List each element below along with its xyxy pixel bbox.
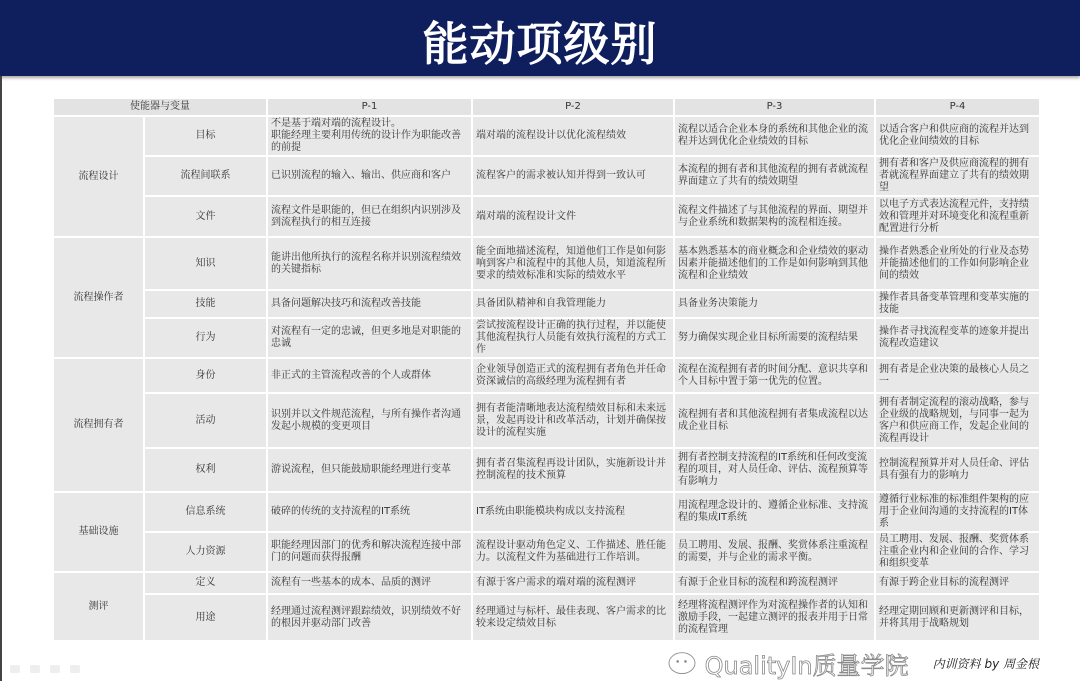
variable-cell: 活动 xyxy=(144,393,267,448)
variable-cell: 身份 xyxy=(144,358,267,393)
level-p1-cell: 能讲出他所执行的流程名称并识别流程绩效的关键指标 xyxy=(267,237,472,290)
level-p2-cell: 流程客户的需求被认知并得到一致认可 xyxy=(472,156,674,196)
group-cell: 流程拥有者 xyxy=(53,358,144,492)
level-p4-cell: 操作者寻找流程变革的迹象并提出流程改造建议 xyxy=(875,318,1040,358)
table-row xyxy=(53,318,1040,358)
level-p3-cell: 本流程的拥有者和其他流程的拥有者就流程界面建立了共有的绩效期望 xyxy=(674,156,875,196)
variable-cell: 流程间联系 xyxy=(144,156,267,196)
level-p1-cell: 流程有一些基本的成本、品质的测评 xyxy=(267,572,472,594)
slide-content xyxy=(52,97,1039,681)
level-p1-cell: 非正式的主管流程改善的个人或群体 xyxy=(267,358,472,393)
level-p2-cell: IT系统由职能模块构成以支持流程 xyxy=(472,492,674,532)
level-p1-cell: 游说流程，但只能鼓励职能经理进行变革 xyxy=(267,448,472,492)
level-p2-cell: 流程设计驱动角色定义、工作描述、胜任能力。以流程文件为基础进行工作培训。 xyxy=(472,532,674,572)
level-p4-cell: 以适合客户和供应商的流程并达到优化企业间绩效的目标 xyxy=(875,116,1040,156)
variable-cell: 定义 xyxy=(144,572,267,594)
header-p2: P-2 xyxy=(472,98,674,116)
level-p4-cell: 操作者具备变革管理和变革实施的技能 xyxy=(875,290,1040,318)
header-p3: P-3 xyxy=(674,98,875,116)
level-p1-cell: 对流程有一定的忠诚，但更多地是对职能的忠诚 xyxy=(267,318,472,358)
prev-slide-icon[interactable] xyxy=(10,665,20,673)
variable-cell: 文件 xyxy=(144,196,267,237)
variable-cell: 人力资源 xyxy=(144,532,267,572)
enabler-level-table xyxy=(52,97,1041,642)
level-p3-cell: 努力确保实现企业目标所需要的流程结果 xyxy=(674,318,875,358)
level-p2-cell: 端对端的流程设计以优化流程绩效 xyxy=(472,116,674,156)
table-header-row xyxy=(53,98,1040,116)
table-row xyxy=(53,290,1040,318)
level-p1-cell: 具备问题解决技巧和流程改善技能 xyxy=(267,290,472,318)
level-p2-cell: 端对端的流程设计文件 xyxy=(472,196,674,237)
pen-icon[interactable] xyxy=(30,665,40,673)
level-p1-cell: 已识别流程的输入、输出、供应商和客户 xyxy=(267,156,472,196)
table-row xyxy=(53,156,1040,196)
slideshow-controls[interactable] xyxy=(10,665,80,673)
header-enabler: 使能器与变量 xyxy=(53,98,267,116)
level-p4-cell: 经理定期回顾和更新测评和目标，并将其用于战略规划 xyxy=(875,594,1040,641)
level-p3-cell: 流程在流程拥有者的时间分配、意识共享和个人目标中置于第一优先的位置。 xyxy=(674,358,875,393)
level-p3-cell: 流程拥有者和其他流程拥有者集成流程以达成企业目标 xyxy=(674,393,875,448)
zoom-icon[interactable] xyxy=(70,665,80,673)
level-p3-cell: 经理将流程测评作为对流程操作者的认知和激励手段，一起建立测评的报表并用于日常的流程管理 xyxy=(674,594,875,641)
header-p1: P-1 xyxy=(267,98,472,116)
slide-title: 能动项级别 xyxy=(422,17,658,71)
level-p4-cell: 操作者熟悉企业所处的行业及态势并能描述他们的工作如何影响企业间的绩效 xyxy=(875,237,1040,290)
level-p1-cell: 破碎的传统的支持流程的IT系统 xyxy=(267,492,472,532)
table-row xyxy=(53,358,1040,393)
level-p2-cell: 尝试按流程设计正确的执行过程，并以能使其他流程执行人员能有效执行流程的方式工作 xyxy=(472,318,674,358)
variable-cell: 目标 xyxy=(144,116,267,156)
level-p3-cell: 基本熟悉基本的商业概念和企业绩效的驱动因素并能描述他们的工作是如何影响到其他流程和企业绩效 xyxy=(674,237,875,290)
level-p2-cell: 拥有者能清晰地表达流程绩效目标和未来远景，发起再设计和改革活动，计划并确保按设计的流程实施 xyxy=(472,393,674,448)
level-p3-cell: 拥有者控制支持流程的IT系统和任何改变流程的项目，对人员任命、评估、流程预算等有影响力 xyxy=(674,448,875,492)
level-p4-cell: 有源于跨企业目标的流程测评 xyxy=(875,572,1040,594)
variable-cell: 技能 xyxy=(144,290,267,318)
footer-credit: 内训资料 by 周金根 xyxy=(932,657,1039,671)
title-band xyxy=(0,0,1080,76)
level-p2-cell: 有源于客户需求的端对端的流程测评 xyxy=(472,572,674,594)
level-p1-cell: 流程文件是职能的，但已在组织内识别涉及到流程执行的相互连接 xyxy=(267,196,472,237)
table-row xyxy=(53,492,1040,532)
level-p1-cell: 识别并以文件规范流程，与所有操作者沟通发起小规模的变更项目 xyxy=(267,393,472,448)
variable-cell: 行为 xyxy=(144,318,267,358)
level-p4-cell: 拥有者制定流程的滚动战略，参与企业级的战略规划，与同事一起为客户和供应商工作，发起企业间的流程再设计 xyxy=(875,393,1040,448)
level-p3-cell: 流程文件描述了与其他流程的界面、期望并与企业系统和数据架构的流程相连接。 xyxy=(674,196,875,237)
table-row xyxy=(53,116,1040,156)
slides-icon[interactable] xyxy=(50,665,60,673)
level-p3-cell: 用流程理念设计的、遵循企业标准、支持流程的集成IT系统 xyxy=(674,492,875,532)
variable-cell: 权利 xyxy=(144,448,267,492)
table-row xyxy=(53,594,1040,641)
level-p1-cell: 经理通过流程测评跟踪绩效，识别绩效不好的根因并驱动部门改善 xyxy=(267,594,472,641)
level-p3-cell: 有源于企业目标的流程和跨流程测评 xyxy=(674,572,875,594)
table-row xyxy=(53,393,1040,448)
group-cell: 测评 xyxy=(53,572,144,641)
watermark xyxy=(667,646,909,681)
level-p4-cell: 拥有者和客户及供应商流程的拥有者就流程界面建立了共有的绩效期望 xyxy=(875,156,1040,196)
table-row xyxy=(53,237,1040,290)
level-p4-cell: 以电子方式表达流程元件，支持绩效和管理并对环境变化和流程重新配置进行分析 xyxy=(875,196,1040,237)
level-p3-cell: 员工聘用、发展、报酬、奖赏体系注重流程的需要，并与企业的需求平衡。 xyxy=(674,532,875,572)
watermark-text: QualityIn质量学院 xyxy=(704,652,909,680)
level-p4-cell: 控制流程预算并对人员任命、评估具有强有力的影响力 xyxy=(875,448,1040,492)
variable-cell: 信息系统 xyxy=(144,492,267,532)
table-row xyxy=(53,572,1040,594)
level-p2-cell: 拥有者召集流程再设计团队，实施新设计并控制流程的技术预算 xyxy=(472,448,674,492)
level-p2-cell: 经理通过与标杆、最佳表现、客户需求的比较来设定绩效目标 xyxy=(472,594,674,641)
table-row xyxy=(53,532,1040,572)
level-p3-cell: 流程以适合企业本身的系统和其他企业的流程并达到优化企业绩效的目标 xyxy=(674,116,875,156)
group-cell: 基础设施 xyxy=(53,492,144,572)
level-p4-cell: 遵循行业标准的标准组件架构的应用于企业间沟通的支持流程的IT体系 xyxy=(875,492,1040,532)
level-p4-cell: 拥有者是企业决策的最核心人员之一 xyxy=(875,358,1040,393)
table-row xyxy=(53,448,1040,492)
level-p1-cell: 职能经理因部门的优秀和解决流程连接中部门的问题而获得报酬 xyxy=(267,532,472,572)
group-cell: 流程操作者 xyxy=(53,237,144,358)
table-row xyxy=(53,196,1040,237)
window-edge xyxy=(0,76,2,681)
group-cell: 流程设计 xyxy=(53,116,144,237)
wechat-icon xyxy=(667,651,697,677)
level-p2-cell: 企业领导创造正式的流程拥有者角色并任命资深诚信的高级经理为流程拥有者 xyxy=(472,358,674,393)
variable-cell: 知识 xyxy=(144,237,267,290)
level-p2-cell: 具备团队精神和自我管理能力 xyxy=(472,290,674,318)
level-p1-cell: 不是基于端对端的流程设计。 职能经理主要利用传统的设计作为职能改善的前提 xyxy=(267,116,472,156)
slide-bottom xyxy=(52,646,1039,681)
header-p4: P-4 xyxy=(875,98,1040,116)
level-p2-cell: 能全面地描述流程，知道他们工作是如何影响到客户和流程中的其他人员，知道流程所要求的绩效标准和实际的绩效水平 xyxy=(472,237,674,290)
level-p4-cell: 员工聘用、发展、报酬、奖赏体系注重企业内和企业间的合作、学习和组织变革 xyxy=(875,532,1040,572)
variable-cell: 用途 xyxy=(144,594,267,641)
level-p3-cell: 具备业务决策能力 xyxy=(674,290,875,318)
